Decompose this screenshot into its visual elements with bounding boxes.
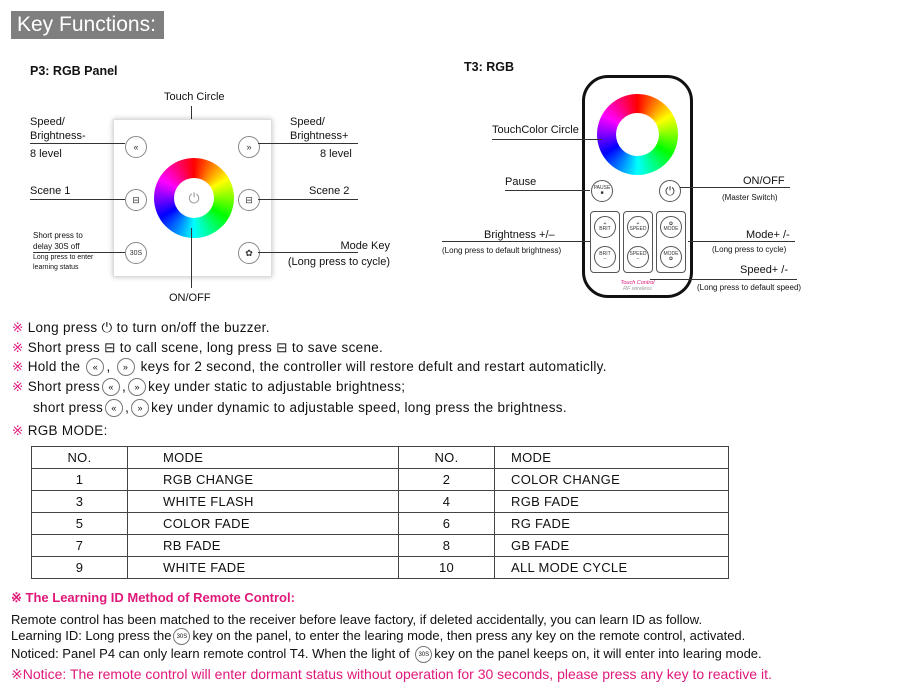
rgb-panel <box>113 119 272 277</box>
mode-up-key[interactable]: ✿ MODE <box>660 216 682 238</box>
stop-icon: ■ <box>600 190 604 196</box>
speed-label: Speed+ /- <box>740 264 789 276</box>
learning-para-2: Learning ID: Long press the 30S key on the panel, to enter the learing mode, then press any key on the remote control, activated. <box>11 627 745 645</box>
scene1-key[interactable] <box>125 189 147 211</box>
speed-plus-key[interactable] <box>238 136 260 158</box>
dormant-notice: ※Notice: The remote control will enter dormant status without operation for 30 seconds, please press any key to reactive it. <box>11 666 772 682</box>
save-icon: ⊟ <box>132 194 140 205</box>
double-chevron-right-icon: » <box>128 378 146 396</box>
mode-group <box>656 211 686 273</box>
remote-power-key[interactable] <box>659 180 681 202</box>
brightness-up-key[interactable]: + BRIT <box>594 216 616 238</box>
note-line-5: short press « , » key under dynamic to adjustable speed, long press the brightness. <box>33 398 567 417</box>
brightness-note: (Long press to default brightness) <box>442 246 562 255</box>
double-chevron-left-icon: « <box>105 399 123 417</box>
note-line-2: ※ Short press ⊟ to call scene, long press ⊟ to save scene. <box>12 340 384 355</box>
table-row: 9 WHITE FADE 10 ALL MODE CYCLE <box>32 557 729 579</box>
table-row: 5 COLOR FADE 6 RG FADE <box>32 513 729 535</box>
flower-icon: ✿ <box>245 247 253 258</box>
table-row: 1 RGB CHANGE 2 COLOR CHANGE <box>32 469 729 491</box>
speed-group <box>623 211 653 273</box>
table-header-row: NO. MODE NO. MODE <box>32 447 729 469</box>
table-row: 7 RB FADE 8 GB FADE <box>32 535 729 557</box>
delay-30s-icon: 30S <box>173 628 190 645</box>
double-chevron-right-icon: » <box>131 399 149 417</box>
mode-key[interactable] <box>238 242 260 264</box>
mode-down-key[interactable]: MODE ✿ <box>660 246 682 268</box>
brightness-label: Brightness +/– <box>484 229 555 241</box>
save-icon: ⊟ <box>276 340 288 355</box>
onoff-label: ON/OFF <box>169 292 211 304</box>
remote-control <box>582 75 693 298</box>
scene2-label: Scene 2 <box>309 185 350 197</box>
short-press-label: Short press to delay 30S off <box>33 231 83 251</box>
rgb-mode-table <box>31 446 729 579</box>
double-chevron-left-icon: « <box>133 141 139 152</box>
double-chevron-right-icon: » <box>117 358 135 376</box>
note-line-3: ※ Hold the « , » keys for 2 second, the controller will restore defult and restart automaticlly. <box>12 357 607 376</box>
speed-minus-key[interactable] <box>125 136 147 158</box>
delay-30s-key[interactable]: 30S <box>125 242 147 264</box>
double-chevron-left-icon: « <box>102 378 120 396</box>
note-line-1: ※ Long press ⏻ to turn on/off the buzzer. <box>12 320 270 335</box>
scene2-key[interactable] <box>238 189 260 211</box>
mode-key-label: Mode Key (Long press to cycle) <box>287 240 390 268</box>
table-row: 3 WHITE FLASH 4 RGB FADE <box>32 491 729 513</box>
double-chevron-right-icon: » <box>246 141 252 152</box>
touch-circle-label: Touch Circle <box>164 91 225 103</box>
save-icon: ⊟ <box>245 194 253 205</box>
learning-title: ※ The Learning ID Method of Remote Control: <box>11 590 295 605</box>
speed-minus-label: Speed/ Brightness- 8 level <box>30 116 86 160</box>
speed-up-key[interactable]: + SPEED <box>627 216 649 238</box>
power-icon: ⏻ <box>101 320 113 335</box>
power-icon: ⏻ <box>665 184 675 198</box>
speed-plus-label: Speed/ Brightness+ 8 level <box>290 116 352 160</box>
pause-label: Pause <box>505 176 537 188</box>
brightness-group <box>590 211 620 273</box>
brand-logo: Touch Control RF wireless <box>620 280 655 292</box>
mode-label: Mode+ /- <box>746 229 790 241</box>
save-icon: ⊟ <box>104 340 116 355</box>
t3-title: T3: RGB <box>464 60 514 74</box>
touch-color-circle-label: TouchColor Circle <box>492 124 579 136</box>
note-line-4: ※ Short press « , » key under static to adjustable brightness; <box>12 377 405 396</box>
learning-para-1: Remote control has been matched to the receiver before leave factory, if deleted accidentally, you can learn ID as follow. <box>11 612 703 627</box>
p3-title: P3: RGB Panel <box>30 64 118 78</box>
remote-color-ring[interactable] <box>597 94 678 175</box>
long-press-label: Long press to enter learning status <box>33 254 94 271</box>
speed-note: (Long press to default speed) <box>697 283 802 292</box>
rgb-mode-heading: ※ RGB MODE: <box>12 423 108 438</box>
speed-down-key[interactable]: SPEED − <box>627 246 649 268</box>
brightness-down-key[interactable]: BRIT − <box>594 246 616 268</box>
section-header: Key Functions: <box>11 11 164 39</box>
learning-para-3: Noticed: Panel P4 can only learn remote control T4. When the light of 30S key on the panel keeps on, it will enter into learing mode. <box>11 645 762 663</box>
scene1-label: Scene 1 <box>30 185 71 197</box>
double-chevron-left-icon: « <box>86 358 104 376</box>
pause-key[interactable]: PAUSE ■ <box>591 180 613 202</box>
master-switch-note: (Master Switch) <box>722 193 778 202</box>
mode-note: (Long press to cycle) <box>712 245 787 254</box>
remote-onoff-label: ON/OFF <box>743 175 785 187</box>
power-icon[interactable]: ⏻ <box>188 190 200 206</box>
delay-30s-icon: 30S <box>415 646 432 663</box>
